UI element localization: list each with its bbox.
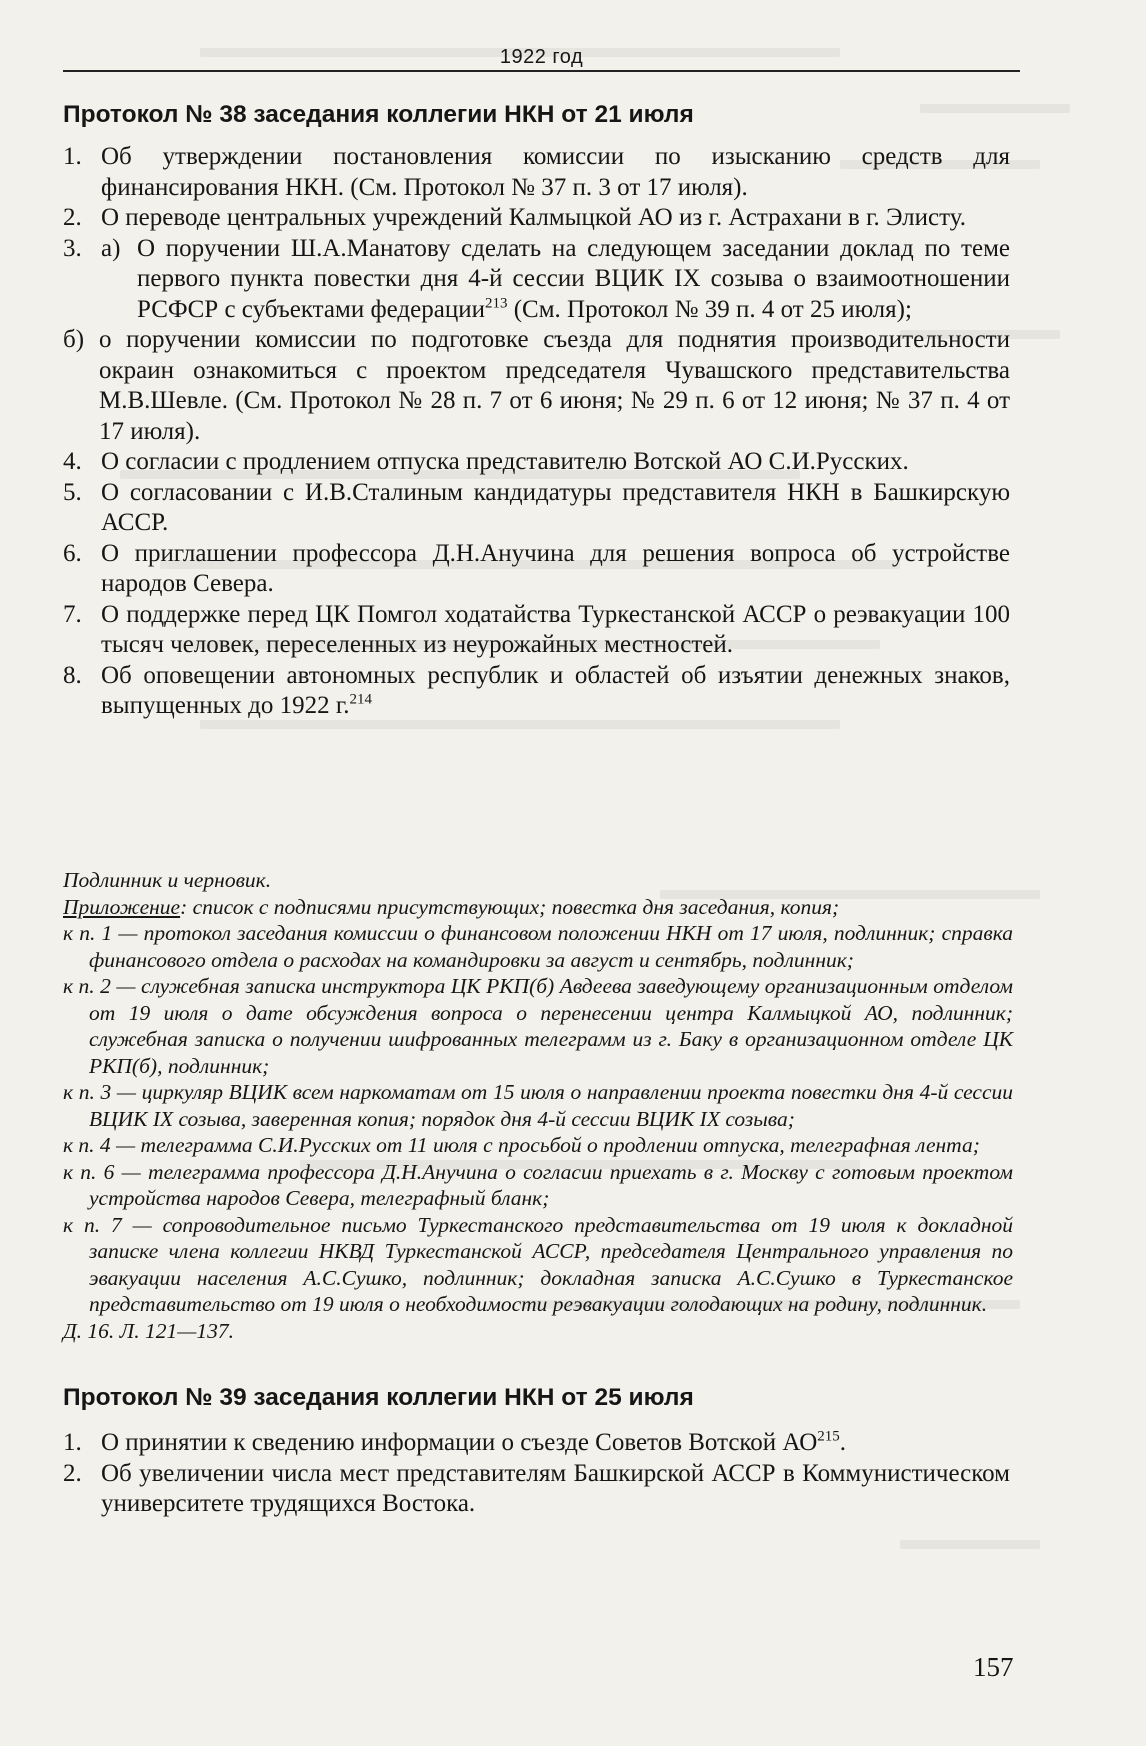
item-number: 1. (63, 1429, 82, 1456)
item-text: О согласовании с И.В.Сталиным кандидатуры представителя НКН в Башкирскую АССР. (101, 478, 1010, 536)
protocol-39-title: Протокол № 39 заседания коллегии НКН от 25 июля (63, 1384, 694, 1411)
archival-notes (63, 867, 1013, 1344)
subitem-text: о поручении комиссии по подготовке съезда для поднятия производительности окраин ознакомиться с проектом председателя Чувашского представительства М.В.Шевле. (См. Протокол № 28 п. 7 от 6 июня; № 29 п. 6 от 12 июня; № 37 п. 4 от 17 июля). (99, 326, 1010, 445)
notes-entry: к п. 6 — телеграмма профессора Д.Н.Анучина о согласии приехать в г. Москву с готовым проектом устройства народов Севера, телеграфный бланк; (63, 1159, 1013, 1210)
protocol-39-items (63, 1428, 1010, 1520)
list-item (63, 539, 1010, 600)
item-text: Об увеличении числа мест представителям Башкирской АССР в Коммунистическом университете трудящихся Востока. (101, 1459, 1010, 1517)
list-item (63, 1428, 1010, 1459)
item-text: О приглашении профессора Д.Н.Анучина для решения вопроса об устройстве народов Севера. (101, 539, 1010, 597)
footnote-ref: 213 (484, 295, 508, 312)
item-number: 1. (63, 143, 82, 170)
list-item (63, 234, 1010, 448)
header-rule (63, 70, 1020, 72)
subitem-b (63, 325, 1010, 447)
item-number: 5. (63, 478, 82, 506)
page-number: 157 (973, 1652, 1014, 1682)
notes-entry: к п. 4 — телеграмма С.И.Русских от 11 июля с просьбой о продлении отпуска, телеграфная лента; (63, 1133, 980, 1157)
item-number: 2. (63, 1459, 82, 1487)
list-item (63, 661, 1010, 722)
notes-entry: к п. 2 — служебная записка инструктора ЦК РКП(б) Авдеева заведующему организационным отделом от 19 июля о дате обсуждения вопроса о перенесении центра Калмыцкой АО, подлинник; служебная записка о получении шифрованных телеграмм из г. Баку в организационном отделе ЦК РКП(б), подлинник; (63, 974, 1013, 1078)
running-head: 1922 год (499, 46, 584, 68)
list-item (63, 1459, 1010, 1520)
list-item (63, 142, 1010, 203)
item-number: 3. (63, 234, 82, 262)
list-item (63, 478, 1010, 539)
item-number: 7. (63, 600, 82, 628)
appendix-text: : список с подписями присутствующих; повестка дня заседания, копия; (180, 894, 840, 919)
item-number: 6. (63, 539, 82, 567)
protocol-38-items (63, 142, 1010, 722)
item-number: 2. (63, 204, 82, 231)
item-text: Об утверждении постановления комиссии по изысканию средств для финансирования НКН. (См. Протокол № 37 п. 3 от 17 июля). (101, 143, 1010, 201)
item-text-tail: . (839, 1429, 847, 1456)
subitem-label: а) (101, 234, 121, 262)
item-text: О принятии к сведению информации о съезде Советов Вотской АО (101, 1429, 818, 1456)
item-text: Об оповещении автономных республик и областей об изъятии денежных знаков, выпущенных до 1922 г. (101, 661, 1010, 719)
list-item (63, 447, 1010, 478)
footnote-ref: 214 (349, 691, 373, 708)
subitem-label: б) (63, 326, 85, 353)
subitem-a (101, 234, 1010, 326)
notes-entry: к п. 7 — сопроводительное письмо Туркестанского представительства от 19 июля к докладной записке члена коллегии НКВД Туркестанской АССР, председателя Центрального управления по эвакуации населения А.С.Сушко, подлинник; докладная записка А.С.Сушко в Туркестанское представительство от 19 июля о необходимости реэвакуации голодающих на родину, подлинник. (63, 1212, 1013, 1316)
item-number: 4. (63, 448, 82, 475)
notes-entry: к п. 1 — протокол заседания комиссии о финансовом положении НКН от 17 июля, подлинник; справка финансового отдела о расходах на командировки за август и сентябрь, подлинник; (63, 921, 1013, 972)
item-text: О согласии с продлением отпуска представителю Вотской АО С.И.Русских. (101, 448, 909, 475)
subitem-text-tail: (См. Протокол № 39 п. 4 от 25 июля); (507, 295, 912, 323)
appendix-label: Приложение (63, 894, 181, 919)
item-text: О поддержке перед ЦК Помгол ходатайства Туркестанской АССР о реэвакуации 100 тысяч человек, переселенных из неурожайных местностей. (101, 600, 1010, 658)
subitem-text: О поручении Ш.А.Манатову сделать на следующем заседании доклад по теме первого пункта повестки дня 4-й сессии ВЦИК IX созыва о взаимоотношении РСФСР с субъектами федерации (137, 234, 1010, 323)
item-text: О переводе центральных учреждений Калмыцкой АО из г. Астрахани в г. Элисту. (101, 204, 966, 231)
footnote-ref: 215 (817, 1428, 840, 1445)
list-item (63, 203, 1010, 234)
notes-original: Подлинник и черновик. (63, 868, 272, 892)
item-number: 8. (63, 661, 82, 689)
notes-appendix (63, 894, 1013, 921)
notes-archive-ref: Д. 16. Л. 121—137. (63, 1318, 234, 1343)
list-item (63, 600, 1010, 661)
protocol-38-title: Протокол № 38 заседания коллегии НКН от 21 июля (63, 101, 694, 128)
notes-entry: к п. 3 — циркуляр ВЦИК всем наркоматам от 15 июля о направлении проекта повестки дня 4-й сессии ВЦИК IX созыва, заверенная копия; порядок дня 4-й сессии ВЦИК IX созыва; (63, 1080, 1013, 1131)
